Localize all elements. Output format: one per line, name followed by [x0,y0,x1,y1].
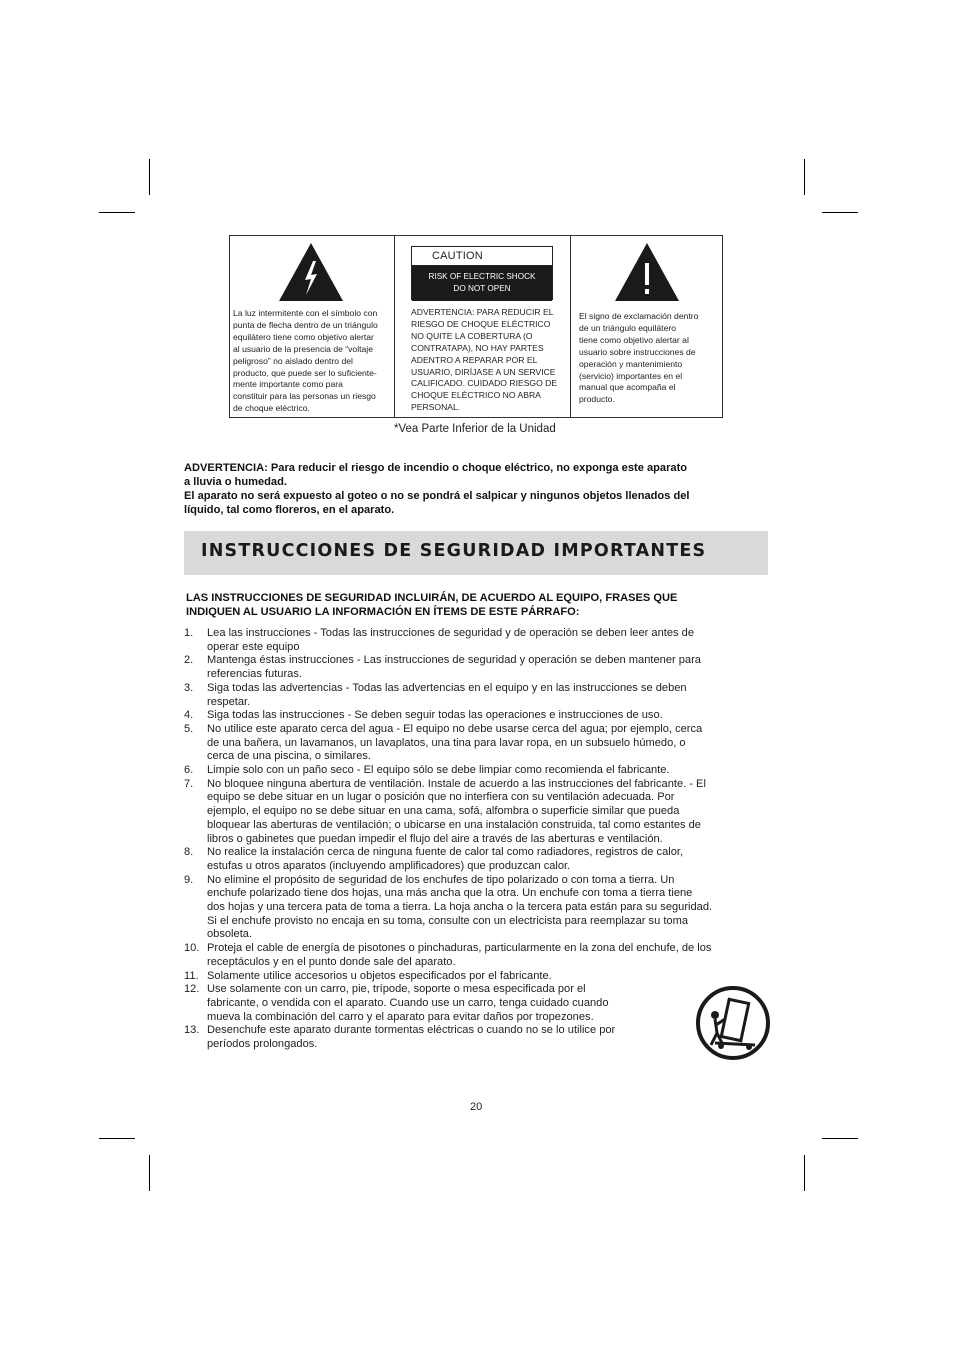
warning-symbols-table [229,235,723,418]
exclamation-cell [570,236,722,417]
exclamation-description: El signo de exclamación dentro de un triángulo equilátero tiene como objetivo alertar al usuario sobre instrucciones de operación y mantenimiento (servicio) importantes en el manual que acompaña el producto. [579,311,699,405]
list-item: 10. Proteja el cable de energía de pisotones o pinchaduras, particularmente en la zona del enchufe, de los receptáculos y en el punto donde sale del aparato. [184,942,712,968]
caution-label [411,246,553,300]
caution-description: ADVERTENCIA: PARA REDUCIR EL RIESGO DE CHOQUE ELÉCTRICO NO QUITE LA COBERTURA (O CONTRATAPA), NO HAY PARTES ADENTRO A REPARAR POR EL USUARIO, DIRÍJASE A UN SERVICE CALIFICADO. CUIDADO RIESGO DE CHOQUE ELÉCTRICO NO ABRA PERSONAL. [411,307,558,413]
crop-mark-bottom-right-h [822,1138,858,1139]
crop-mark-bottom-left-v [149,1155,150,1191]
crop-mark-top-right-h [822,212,858,213]
exclamation-triangle-icon [615,243,679,301]
caution-title: CAUTION [412,247,552,266]
caution-cell [394,236,570,417]
instructions-list [184,627,784,1052]
lightning-description: La luz intermitente con el símbolo con punta de flecha dentro de un triángulo equilátero tiene como objetivo alertar al usuario de la presencia de “voltaje peligroso” no aislado dentro del producto, que puede ser lo suficiente- mente importante como para constituir para las personas un riesgo de choque eléctrico. [233,308,378,414]
list-item: 4. Siga todas las instrucciones - Se deben seguir todas las operaciones e instrucciones de uso. [184,709,663,722]
list-item: 12. Use solamente con un carro, pie, trípode, soporte o mesa especificada por el fabricante, o vendida con el aparato. Cuando use un carro, tenga cuidado cuando mueva la combinación del carro y el aparato para evitar daños por tropezones. [184,983,609,1023]
list-item: 3. Siga todas las advertencias - Todas las advertencias en el equipo y en las instrucciones se deben respetar. [184,681,687,708]
lightning-cell [230,236,394,417]
caution-subtitle: RISK OF ELECTRIC SHOCK DO NOT OPEN [412,266,552,301]
list-item: 1. Lea las instrucciones - Todas las instrucciones de seguridad y de operación se deben leer antes de operar este equipo [184,627,694,653]
crop-mark-bottom-right-v [804,1155,805,1191]
section-banner [184,531,768,575]
list-item: 9. No elimine el propósito de seguridad de los enchufes de tipo polarizado o con toma a tierra. Un enchufe polarizado tiene dos hojas, una más ancha que la otra. Un enchufe con toma a tierra tiene dos hojas y una tercera pata de toma a tierra. La hoja ancha o la tercera pata están para su seguridad. Si el enchufe provisto no encaja en su toma, consulte con un electricista para reemplazar su toma obsoleta. [184,873,713,941]
lightning-triangle-icon [279,243,343,301]
list-item: 11. Solamente utilice accesorios u objetos especificados por el fabricante. [184,969,552,982]
page-number: 20 [470,1101,483,1113]
cart-warning-icon [695,985,771,1061]
list-item: 8. No realice la instalación cerca de ninguna fuente de calor tal como radiadores, registros de calor, estufas u otros aparatos (incluyendo amplificadores) que produzcan calor. [184,846,684,872]
list-item: 6. Limpie solo con un paño seco - El equipo sólo se debe limpiar como recomienda el fabricante. [184,764,670,777]
crop-mark-top-left-h [99,212,135,213]
section-title: INSTRUCCIONES DE SEGURIDAD IMPORTANTES [201,541,707,561]
list-item: 5. No utilice este aparato cerca del agua - El equipo no debe usarse cerca del agua; por ejemplo, cerca de una bañera, un lavamanos, un lavaplatos, una tina para lavar ropa, en un subsuelo húmedo, o cerca de una piscina, o similares. [184,722,703,763]
crop-mark-top-right-v [804,159,805,195]
instructions-intro: LAS INSTRUCCIONES DE SEGURIDAD INCLUIRÁN, DE ACUERDO AL EQUIPO, FRASES QUE INDIQUEN AL USUARIO LA INFORMACIÓN EN ÍTEMS DE ESTE PÁRRAFO: [186,592,678,618]
list-item: 7. No bloquee ninguna abertura de ventilación. Instale de acuerdo a las instrucciones del fabricante. - El equipo se debe situar en un lugar o posición que no interfiera con su ventilación adecuada. Por ejemplo, el equipo no se debe situar en una cama, sofá, alfombra o superficie similar que pueda bloquear las aberturas de ventilación; o ubicarse en una instalación construida, tal como estantes de libros o gabinetes que puedan impedir el flujo del aire a través de las aberturas e ventilación. [184,777,706,845]
crop-mark-top-left-v [149,159,150,195]
unit-bottom-note: *Vea Parte Inferior de la Unidad [394,423,556,435]
crop-mark-bottom-left-h [99,1138,135,1139]
list-item: 13. Desenchufe este aparato durante tormentas eléctricas o cuando no se lo utilice por períodos prolongados. [184,1024,616,1051]
list-item: 2. Mantenga éstas instrucciones - Las instrucciones de seguridad y operación se deben mantener para referencias futuras. [184,654,701,681]
warning-paragraph: ADVERTENCIA: Para reducir el riesgo de incendio o choque eléctrico, no exponga este aparato a lluvia o humedad. El aparato no será expuesto al goteo o no se pondrá el salpicar y ningunos objetos llenados del líquido, tal como floreros, en el aparato. [184,462,690,516]
